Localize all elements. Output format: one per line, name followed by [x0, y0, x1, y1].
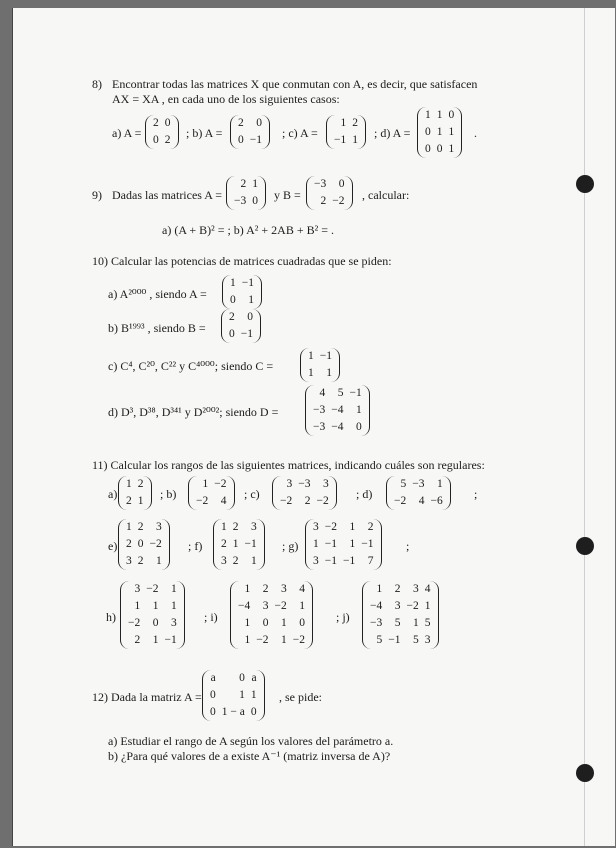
- p8-statement-line2: AX = XA , en cada uno de los siguientes casos:: [112, 92, 340, 106]
- matrix-cell: 0: [137, 538, 144, 550]
- matrix-cell: −1: [334, 134, 347, 146]
- matrix-cell: 3: [313, 521, 319, 533]
- matrix-cell: 2: [232, 521, 239, 533]
- matrix-cell: −1: [343, 555, 356, 567]
- p11-label-j: ; j): [336, 610, 350, 624]
- matrix-cell: −2: [332, 195, 345, 207]
- matrix-cell: 2: [126, 495, 132, 507]
- matrix-cell: 5: [337, 387, 344, 399]
- p9-matrix-b: [306, 176, 353, 210]
- matrix-cell: 3: [251, 521, 257, 533]
- p10-label-b: b) B¹⁹⁹³ , siendo B =: [108, 321, 206, 335]
- p11-matrix-f: [213, 519, 265, 570]
- matrix-cell: 1: [308, 367, 314, 379]
- matrix-cell: 1: [313, 538, 319, 550]
- matrix-cell: −1: [241, 277, 254, 289]
- matrix-cell: 2: [126, 538, 132, 550]
- p8-label-d: ; d) A =: [374, 126, 411, 140]
- matrix-cell: 2: [137, 521, 144, 533]
- matrix-cell: 1: [413, 617, 419, 629]
- p8-label-c: ; c) A =: [282, 126, 318, 140]
- matrix-cell: −1: [244, 538, 257, 550]
- p8-matrix-d: [417, 107, 462, 158]
- p8-matrix-b: [230, 115, 270, 149]
- matrix-cell: 2: [229, 311, 235, 323]
- matrix-cell: 4: [299, 583, 305, 595]
- matrix-cell: 0: [425, 126, 431, 138]
- matrix-cell: 0: [425, 143, 431, 155]
- matrix-cell: −3: [314, 178, 327, 190]
- matrix-cell: 1: [126, 521, 132, 533]
- matrix-cell: a: [251, 672, 257, 684]
- matrix-cell: −1: [240, 328, 253, 340]
- matrix-cell: −1: [249, 134, 262, 146]
- matrix-cell: 5: [400, 478, 407, 490]
- matrix-cell: −6: [430, 495, 443, 507]
- p9-y: y B =: [274, 188, 301, 202]
- p9-matrix-a: [226, 176, 266, 210]
- matrix-cell: 2: [367, 521, 374, 533]
- p9-intro: Dadas las matrices A =: [112, 188, 223, 202]
- p12-intro: 12) Dada la matriz A =: [92, 690, 202, 704]
- matrix-cell: 1: [152, 600, 159, 612]
- matrix-cell: 3: [286, 478, 293, 490]
- matrix-cell: −3: [313, 421, 326, 433]
- matrix-cell: 2: [134, 634, 141, 646]
- p9-calc: a) (A + B)² = ; b) A² + 2AB + B² = .: [162, 223, 334, 237]
- p11-matrix-i: [230, 581, 313, 649]
- matrix-cell: −2: [280, 495, 293, 507]
- p11-matrix-a: [118, 476, 152, 510]
- matrix-cell: 1: [436, 109, 443, 121]
- p11-title: 11) Calcular los rangos de las siguientes matrices, indicando cuáles son regulares:: [92, 458, 485, 472]
- matrix-cell: 2: [240, 178, 247, 190]
- matrix-cell: 3: [313, 555, 319, 567]
- matrix-cell: 0: [153, 134, 159, 146]
- matrix-cell: −3: [412, 478, 425, 490]
- matrix-cell: 2: [232, 555, 239, 567]
- matrix-cell: −1: [324, 555, 337, 567]
- punch-hole-bottom: [576, 764, 594, 782]
- p11-matrix-j: [362, 581, 439, 649]
- matrix-cell: 0: [338, 178, 345, 190]
- matrix-cell: 0: [252, 195, 258, 207]
- matrix-cell: 1: [244, 583, 251, 595]
- p8-end: .: [474, 126, 477, 140]
- matrix-cell: 1: [152, 634, 159, 646]
- matrix-cell: 5: [394, 617, 401, 629]
- matrix-cell: 0: [164, 117, 171, 129]
- matrix-cell: 0: [256, 117, 262, 129]
- matrix-cell: 1: [250, 689, 257, 701]
- matrix-cell: −1: [349, 387, 362, 399]
- p9-number: 9): [92, 188, 102, 202]
- p10-label-a: a) A²⁰⁰⁰ , siendo A =: [108, 287, 207, 301]
- matrix-cell: 1: [326, 367, 332, 379]
- matrix-cell: 2: [221, 538, 227, 550]
- matrix-cell: 0: [210, 689, 216, 701]
- p12-item-b: b) ¿Para qué valores de a existe A⁻¹ (matriz inversa de A)?: [108, 749, 391, 763]
- matrix-cell: −4: [331, 404, 344, 416]
- matrix-cell: 1: [425, 109, 431, 121]
- matrix-cell: 1: [134, 600, 141, 612]
- p12-matrix: [202, 670, 265, 721]
- matrix-cell: 1 − a: [221, 706, 245, 718]
- matrix-cell: 1: [244, 634, 251, 646]
- p12-tail: , se pide:: [279, 690, 322, 704]
- matrix-cell: 1: [437, 478, 443, 490]
- p10-matrix-d: [305, 385, 370, 436]
- matrix-cell: 0: [210, 706, 216, 718]
- matrix-cell: 1: [232, 538, 239, 550]
- matrix-cell: −2: [196, 495, 209, 507]
- matrix-cell: −2: [324, 521, 337, 533]
- matrix-cell: −3: [313, 404, 326, 416]
- matrix-cell: 0: [230, 294, 236, 306]
- matrix-cell: 1: [281, 634, 287, 646]
- p11-label-a: a): [108, 487, 118, 501]
- matrix-cell: 4: [220, 495, 227, 507]
- matrix-cell: 4: [418, 495, 425, 507]
- matrix-cell: 2: [394, 583, 401, 595]
- matrix-cell: 0: [247, 311, 253, 323]
- matrix-cell: 3: [394, 600, 401, 612]
- matrix-cell: 1: [448, 143, 455, 155]
- matrix-cell: −4: [370, 600, 383, 612]
- matrix-cell: −1: [388, 634, 401, 646]
- matrix-cell: 4: [424, 583, 431, 595]
- matrix-cell: 0: [239, 672, 245, 684]
- matrix-cell: −2: [274, 600, 287, 612]
- matrix-cell: −2: [149, 538, 162, 550]
- matrix-cell: 0: [229, 328, 235, 340]
- matrix-cell: −2: [214, 478, 227, 490]
- matrix-cell: 1: [424, 600, 431, 612]
- matrix-cell: 0: [262, 617, 269, 629]
- p8-label-b: ; b) A =: [186, 126, 223, 140]
- p11-label-i: ; i): [204, 610, 218, 624]
- p10-label-c: c) C⁴, C²⁰, C²² y C⁴⁰⁰⁰; siendo C =: [108, 359, 274, 373]
- matrix-cell: 3: [221, 555, 227, 567]
- p9-tail: , calcular:: [362, 188, 410, 202]
- matrix-cell: 3: [171, 617, 177, 629]
- matrix-cell: 1: [202, 478, 209, 490]
- matrix-cell: −4: [331, 421, 344, 433]
- matrix-cell: 0: [436, 143, 443, 155]
- matrix-cell: −2: [292, 634, 305, 646]
- matrix-cell: 1: [349, 521, 356, 533]
- p11-label-d: ; d): [356, 487, 373, 501]
- p11-semicolon-g: ;: [406, 539, 410, 553]
- matrix-cell: 3: [323, 478, 329, 490]
- matrix-cell: 2: [153, 117, 159, 129]
- matrix-cell: 2: [320, 195, 327, 207]
- matrix-cell: 1: [352, 134, 358, 146]
- punch-hole-middle: [576, 537, 594, 555]
- p8-label-a: a) A =: [112, 126, 142, 140]
- p11-matrix-h: [120, 581, 185, 649]
- p11-matrix-g: [305, 519, 382, 570]
- p11-matrix-e: [118, 519, 170, 570]
- p11-label-h: h): [106, 610, 116, 624]
- matrix-cell: −1: [361, 538, 374, 550]
- matrix-cell: 1: [436, 126, 443, 138]
- matrix-cell: 0: [299, 617, 305, 629]
- matrix-cell: 3: [262, 600, 269, 612]
- matrix-cell: 1: [349, 538, 356, 550]
- matrix-cell: −2: [316, 495, 329, 507]
- matrix-cell: −3: [370, 617, 383, 629]
- matrix-cell: 1: [356, 404, 362, 416]
- p11-matrix-b: [188, 476, 235, 510]
- matrix-cell: 2: [164, 134, 171, 146]
- matrix-cell: 0: [238, 134, 244, 146]
- matrix-cell: 0: [448, 109, 455, 121]
- p10-matrix-b: [221, 309, 261, 343]
- matrix-cell: 2: [238, 117, 244, 129]
- matrix-cell: 3: [281, 583, 287, 595]
- matrix-cell: 3: [134, 583, 141, 595]
- matrix-cell: 2: [137, 478, 144, 490]
- matrix-cell: −2: [394, 495, 407, 507]
- matrix-cell: −2: [406, 600, 419, 612]
- matrix-cell: 1: [171, 600, 177, 612]
- matrix-cell: 5: [376, 634, 383, 646]
- p11-matrix-c: [272, 476, 337, 510]
- matrix-cell: 1: [281, 617, 287, 629]
- p10-label-d: d) D³, D³⁸, D³⁴¹ y D²⁰⁰²; siendo D =: [108, 405, 279, 419]
- matrix-cell: −2: [146, 583, 159, 595]
- matrix-cell: 1: [340, 117, 347, 129]
- matrix-cell: 1: [376, 583, 383, 595]
- matrix-cell: 3: [424, 634, 431, 646]
- matrix-cell: 1: [252, 178, 258, 190]
- matrix-cell: 1: [251, 555, 257, 567]
- matrix-cell: 1: [221, 521, 227, 533]
- p8-statement-line1: Encontrar todas las matrices X que conmutan con A, es decir, que satisfacen: [112, 77, 478, 91]
- scan-line: [584, 8, 585, 846]
- punch-hole-top: [576, 175, 594, 193]
- matrix-cell: 1: [248, 294, 254, 306]
- matrix-cell: 4: [319, 387, 326, 399]
- matrix-cell: 5: [413, 634, 419, 646]
- matrix-cell: 2: [352, 117, 358, 129]
- matrix-cell: 7: [367, 555, 374, 567]
- p11-label-c: ; c): [244, 487, 260, 501]
- matrix-cell: 1: [171, 583, 177, 595]
- p12-item-a: a) Estudiar el rango de A según los valores del parámetro a.: [108, 734, 394, 748]
- matrix-cell: 1: [137, 495, 144, 507]
- matrix-cell: −2: [256, 634, 269, 646]
- p11-label-b: ; b): [160, 487, 177, 501]
- matrix-cell: 0: [250, 706, 257, 718]
- matrix-cell: −1: [324, 538, 337, 550]
- p10-matrix-c: [300, 348, 340, 382]
- matrix-cell: −1: [319, 350, 332, 362]
- p8-number: 8): [92, 77, 102, 91]
- matrix-cell: −4: [238, 600, 251, 612]
- matrix-cell: 2: [304, 495, 311, 507]
- matrix-cell: 1: [299, 600, 305, 612]
- p10-title: 10) Calcular las potencias de matrices cuadradas que se piden:: [92, 254, 392, 268]
- matrix-cell: 3: [413, 583, 419, 595]
- matrix-cell: 1: [156, 555, 162, 567]
- matrix-cell: 0: [356, 421, 362, 433]
- matrix-cell: 3: [126, 555, 132, 567]
- p11-semicolon-d: ;: [474, 487, 478, 501]
- matrix-cell: 0: [152, 617, 159, 629]
- p11-label-g: ; g): [282, 539, 299, 553]
- matrix-cell: 2: [262, 583, 269, 595]
- matrix-cell: a: [210, 672, 216, 684]
- matrix-cell: 1: [244, 617, 251, 629]
- p11-label-f: ; f): [188, 539, 203, 553]
- matrix-cell: 2: [137, 555, 144, 567]
- p8-matrix-a: [145, 115, 179, 149]
- matrix-cell: 1: [126, 478, 132, 490]
- matrix-cell: 1: [308, 350, 314, 362]
- matrix-cell: 1: [230, 277, 236, 289]
- matrix-cell: 5: [424, 617, 431, 629]
- p11-label-e: e): [108, 539, 118, 553]
- matrix-cell: 3: [156, 521, 162, 533]
- matrix-cell: 1: [239, 689, 245, 701]
- matrix-cell: −3: [234, 195, 247, 207]
- matrix-cell: −1: [164, 634, 177, 646]
- p8-matrix-c: [326, 115, 366, 149]
- matrix-cell: −3: [298, 478, 311, 490]
- p10-matrix-a: [222, 275, 262, 309]
- p11-matrix-d: [386, 476, 451, 510]
- matrix-cell: 1: [448, 126, 455, 138]
- matrix-cell: −2: [128, 617, 141, 629]
